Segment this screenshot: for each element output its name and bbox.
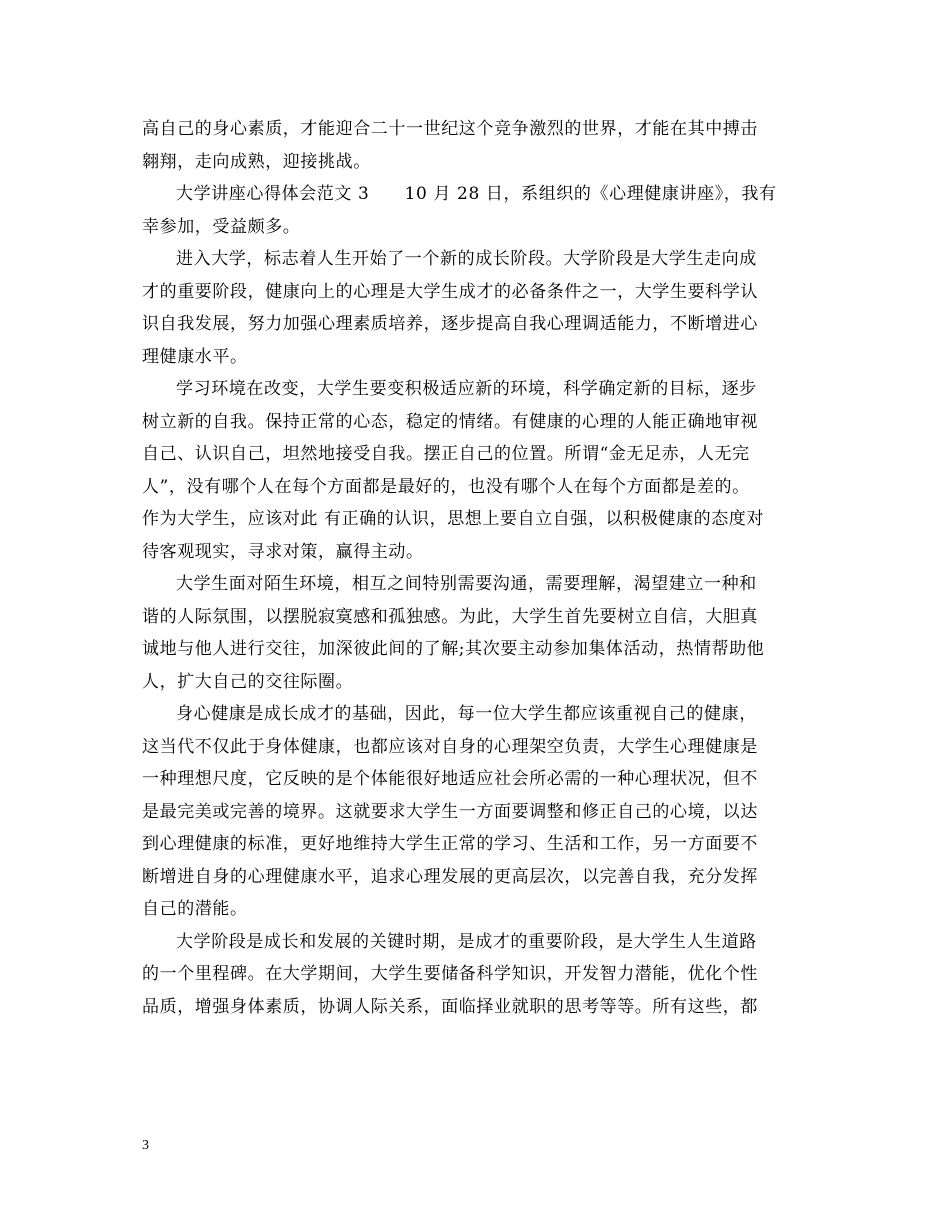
text-line: 高自己的身心素质，才能迎合二十一世纪这个竞争激烈的世界，才能在其中搏击 [142, 119, 758, 139]
text-line: 理健康水平。 [142, 346, 248, 367]
text-line: 自己、认识自己，坦然地接受自我。摆正自己的位置。所谓“金无足赤，人无完 [142, 444, 750, 464]
text-line: 进入大学，标志着人生开始了一个新的成长阶段。大学阶段是大学生走向成 [176, 249, 757, 269]
text-line: 大学讲座心得体会范文 3 10 月 28 日，系组织的《心理健康讲座》，我有 [176, 184, 777, 204]
text-line: 作为大学生，应该对此 有正确的认识，思想上要自立自强，以积极健康的态度对 [142, 509, 765, 529]
text-line: 树立新的自我。保持正常的心态，稳定的情绪。有健康的心理的人能正确地审视 [142, 411, 758, 432]
text-line: 大学生面对陌生环境，相互之间特别需要沟通，需要理解，渴望建立一种和 [176, 574, 757, 594]
text-line: 的一个里程碑。在大学期间，大学生要储备科学知识，开发智力潜能，优化个性 [142, 964, 758, 984]
text-line: 一种理想尺度，它反映的是个体能很好地适应社会所必需的一种心理状况，但不 [142, 769, 758, 789]
text-line: 翱翔，走向成熟，迎接挑战。 [142, 151, 371, 172]
text-line: 自己的潜能。 [142, 899, 248, 919]
text-line: 幸参加，受益颇多。 [142, 216, 301, 237]
text-line: 人”，没有哪个人在每个方面都是最好的，也没有哪个人在每个方面都是差的。 [142, 476, 750, 497]
text-line: 才的重要阶段，健康向上的心理是大学生成才的必备条件之一，大学生要科学认 [142, 281, 758, 302]
text-line: 是最完美或完善的境界。这就要求大学生一方面要调整和修正自己的心境，以达 [142, 801, 758, 822]
body-text [142, 113, 822, 1023]
page-number: 3 [142, 1138, 149, 1153]
text-line: 识自我发展，努力加强心理素质培养，逐步提高自我心理调适能力，不断增进心 [142, 314, 758, 334]
text-line: 人，扩大自己的交往际圈。 [142, 671, 354, 692]
text-line: 到心理健康的标准，更好地维持大学生正常的学习、生活和工作，另一方面要不 [142, 834, 758, 854]
text-line: 身心健康是成长成才的基础，因此，每一位大学生都应该重视自己的健康， [176, 704, 757, 724]
text-line: 谐的人际氛围，以摆脱寂寞感和孤独感。为此，大学生首先要树立自信，大胆真 [142, 606, 758, 627]
text-line: 这当代不仅此于身体健康，也都应该对自身的心理架空负责，大学生心理健康是 [142, 736, 758, 757]
text-line: 品质，增强身体素质，协调人际关系，面临择业就职的思考等等。所有这些，都 [142, 996, 758, 1017]
text-line: 待客观现实，寻求对策，赢得主动。 [142, 541, 424, 562]
text-line: 诚地与他人进行交往，加深彼此间的了解;其次要主动参加集体活动，热情帮助他 [142, 639, 765, 659]
text-line: 大学阶段是成长和发展的关键时期，是成才的重要阶段，是大学生人生道路 [176, 931, 757, 952]
text-line: 学习环境在改变，大学生要变积极适应新的环境，科学确定新的目标，逐步 [176, 379, 757, 399]
text-line: 断增进自身的心理健康水平，追求心理发展的更高层次，以完善自我，充分发挥 [142, 866, 758, 887]
